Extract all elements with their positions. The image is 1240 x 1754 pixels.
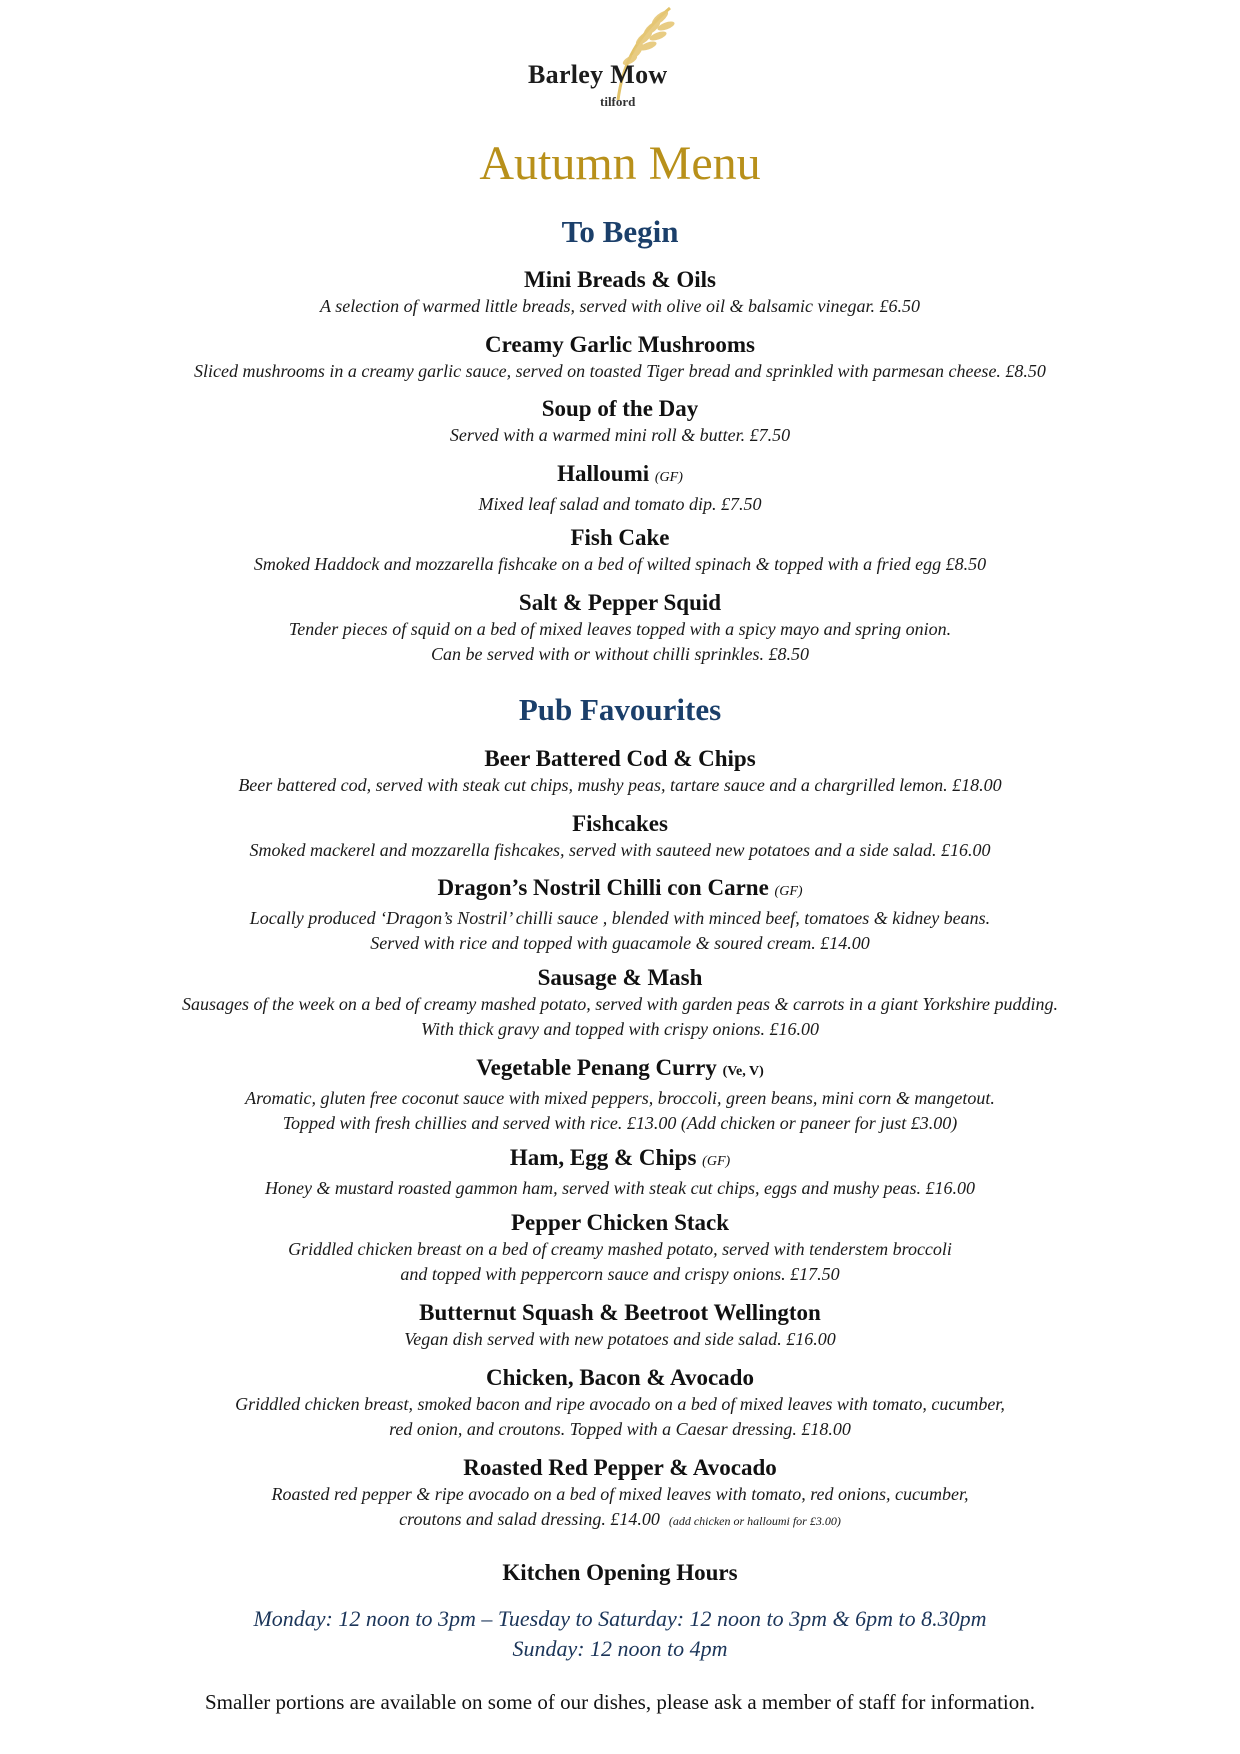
item-name-row xyxy=(0,460,1240,492)
menu-item xyxy=(0,395,1240,448)
dietary-tag: (GF) xyxy=(702,1154,731,1169)
section-title-pub-favourites: Pub Favourites xyxy=(518,692,722,727)
menu-item xyxy=(0,1209,1240,1287)
item-description: Topped with fresh chillies and served with rice. £13.00 (Add chicken or paneer for just £3.00) xyxy=(282,1113,958,1133)
brand-location: tilford xyxy=(600,94,636,109)
item-description: Sausages of the week on a bed of creamy mashed potato, served with garden peas & carrots in a giant Yorkshire pudding. xyxy=(181,994,1059,1014)
item-name: Beer Battered Cod & Chips xyxy=(484,746,756,771)
kitchen-hours xyxy=(0,1604,1240,1664)
item-description: Served with a warmed mini roll & butter. £7.50 xyxy=(449,425,791,445)
menu-item xyxy=(0,1454,1240,1534)
hours-line: Sunday: 12 noon to 4pm xyxy=(512,1636,728,1661)
item-name: Ham, Egg & Chips xyxy=(509,1145,697,1170)
item-description: Roasted red pepper & ripe avocado on a bed of mixed leaves with tomato, red onions, cucumber, xyxy=(271,1484,969,1504)
menu-item xyxy=(0,964,1240,1042)
dietary-tag: (GF) xyxy=(654,470,683,485)
item-description: and topped with peppercorn sauce and crispy onions. £17.50 xyxy=(400,1264,840,1284)
section-title-to-begin: To Begin xyxy=(561,214,679,249)
item-description: Griddled chicken breast, smoked bacon and ripe avocado on a bed of mixed leaves with tomato, cucumber, xyxy=(235,1394,1005,1414)
item-description: Beer battered cod, served with steak cut chips, mushy peas, tartare sauce and a chargrilled lemon. £18.00 xyxy=(238,775,1002,795)
item-name: Fish Cake xyxy=(570,525,670,550)
dietary-tag: (Ve, V) xyxy=(722,1064,764,1079)
item-name: Fishcakes xyxy=(572,811,668,836)
item-description: Tender pieces of squid on a bed of mixed leaves topped with a spicy mayo and spring onion. xyxy=(288,619,952,639)
item-addon-note: (add chicken or halloumi for £3.00) xyxy=(668,1514,841,1528)
menu-item xyxy=(0,524,1240,577)
hours-line: Monday: 12 noon to 3pm – Tuesday to Saturday: 12 noon to 3pm & 6pm to 8.30pm xyxy=(253,1606,987,1631)
item-description: Locally produced ‘Dragon’s Nostril’ chilli sauce , blended with minced beef, tomatoes & kidney beans. xyxy=(249,908,991,928)
item-name: Soup of the Day xyxy=(541,396,699,421)
dietary-tag: (GF) xyxy=(774,884,803,899)
menu-item xyxy=(0,589,1240,667)
page-title: Autumn Menu xyxy=(479,137,761,190)
item-name: Salt & Pepper Squid xyxy=(518,590,722,615)
item-name: Halloumi xyxy=(557,461,650,486)
menu-item xyxy=(0,810,1240,863)
item-name-row xyxy=(0,1144,1240,1176)
item-description: With thick gravy and topped with crispy onions. £16.00 xyxy=(421,1019,819,1039)
item-description: Griddled chicken breast on a bed of creamy mashed potato, served with tenderstem broccoli xyxy=(288,1239,952,1259)
item-name: Dragon’s Nostril Chilli con Carne xyxy=(437,875,769,900)
item-name: Vegetable Penang Curry xyxy=(476,1055,717,1080)
item-name: Pepper Chicken Stack xyxy=(510,1210,730,1235)
item-description: Sliced mushrooms in a creamy garlic sauce, served on toasted Tiger bread and sprinkled with parmesan cheese. £8.50 xyxy=(194,361,1046,381)
item-description: Vegan dish served with new potatoes and side salad. £16.00 xyxy=(404,1329,836,1349)
menu-item xyxy=(0,1054,1240,1136)
menu-item xyxy=(0,266,1240,319)
item-name: Creamy Garlic Mushrooms xyxy=(484,332,755,357)
item-name: Butternut Squash & Beetroot Wellington xyxy=(419,1300,821,1325)
menu-item xyxy=(0,1299,1240,1352)
item-description: Smoked mackerel and mozzarella fishcakes, served with sauteed new potatoes and a side salad. £16.00 xyxy=(249,840,991,860)
item-description: croutons and salad dressing. £14.00 xyxy=(399,1509,660,1529)
item-description: Can be served with or without chilli sprinkles. £8.50 xyxy=(431,644,809,664)
menu-item xyxy=(0,874,1240,956)
menu-item xyxy=(0,745,1240,798)
item-description: red onion, and croutons. Topped with a Caesar dressing. £18.00 xyxy=(389,1419,851,1439)
item-name-row xyxy=(0,1054,1240,1086)
item-name: Sausage & Mash xyxy=(537,965,703,990)
item-name-row xyxy=(0,874,1240,906)
item-name: Chicken, Bacon & Avocado xyxy=(486,1365,754,1390)
item-description: Served with rice and topped with guacamole & soured cream. £14.00 xyxy=(370,933,870,953)
item-description: Mixed leaf salad and tomato dip. £7.50 xyxy=(478,494,762,514)
item-description: Smoked Haddock and mozzarella fishcake on a bed of wilted spinach & topped with a fried egg £8.50 xyxy=(253,554,987,574)
item-description: A selection of warmed little breads, served with olive oil & balsamic vinegar. £6.50 xyxy=(320,296,920,316)
menu-item xyxy=(0,460,1240,517)
brand-name: Barley Mow xyxy=(528,60,668,89)
item-name: Roasted Red Pepper & Avocado xyxy=(463,1455,777,1480)
item-description-row xyxy=(0,1507,1240,1534)
menu-item xyxy=(0,331,1240,384)
item-description: Honey & mustard roasted gammon ham, served with steak cut chips, eggs and mushy peas. £16.00 xyxy=(264,1178,976,1198)
item-description: Aromatic, gluten free coconut sauce with mixed peppers, broccoli, green beans, mini corn & mangetout. xyxy=(245,1088,995,1108)
kitchen-hours-title: Kitchen Opening Hours xyxy=(502,1560,738,1585)
menu-item xyxy=(0,1144,1240,1201)
footer-note: Smaller portions are available on some of our dishes, please ask a member of staff for information. xyxy=(204,1690,1036,1714)
item-name: Mini Breads & Oils xyxy=(524,267,716,292)
menu-item xyxy=(0,1364,1240,1442)
